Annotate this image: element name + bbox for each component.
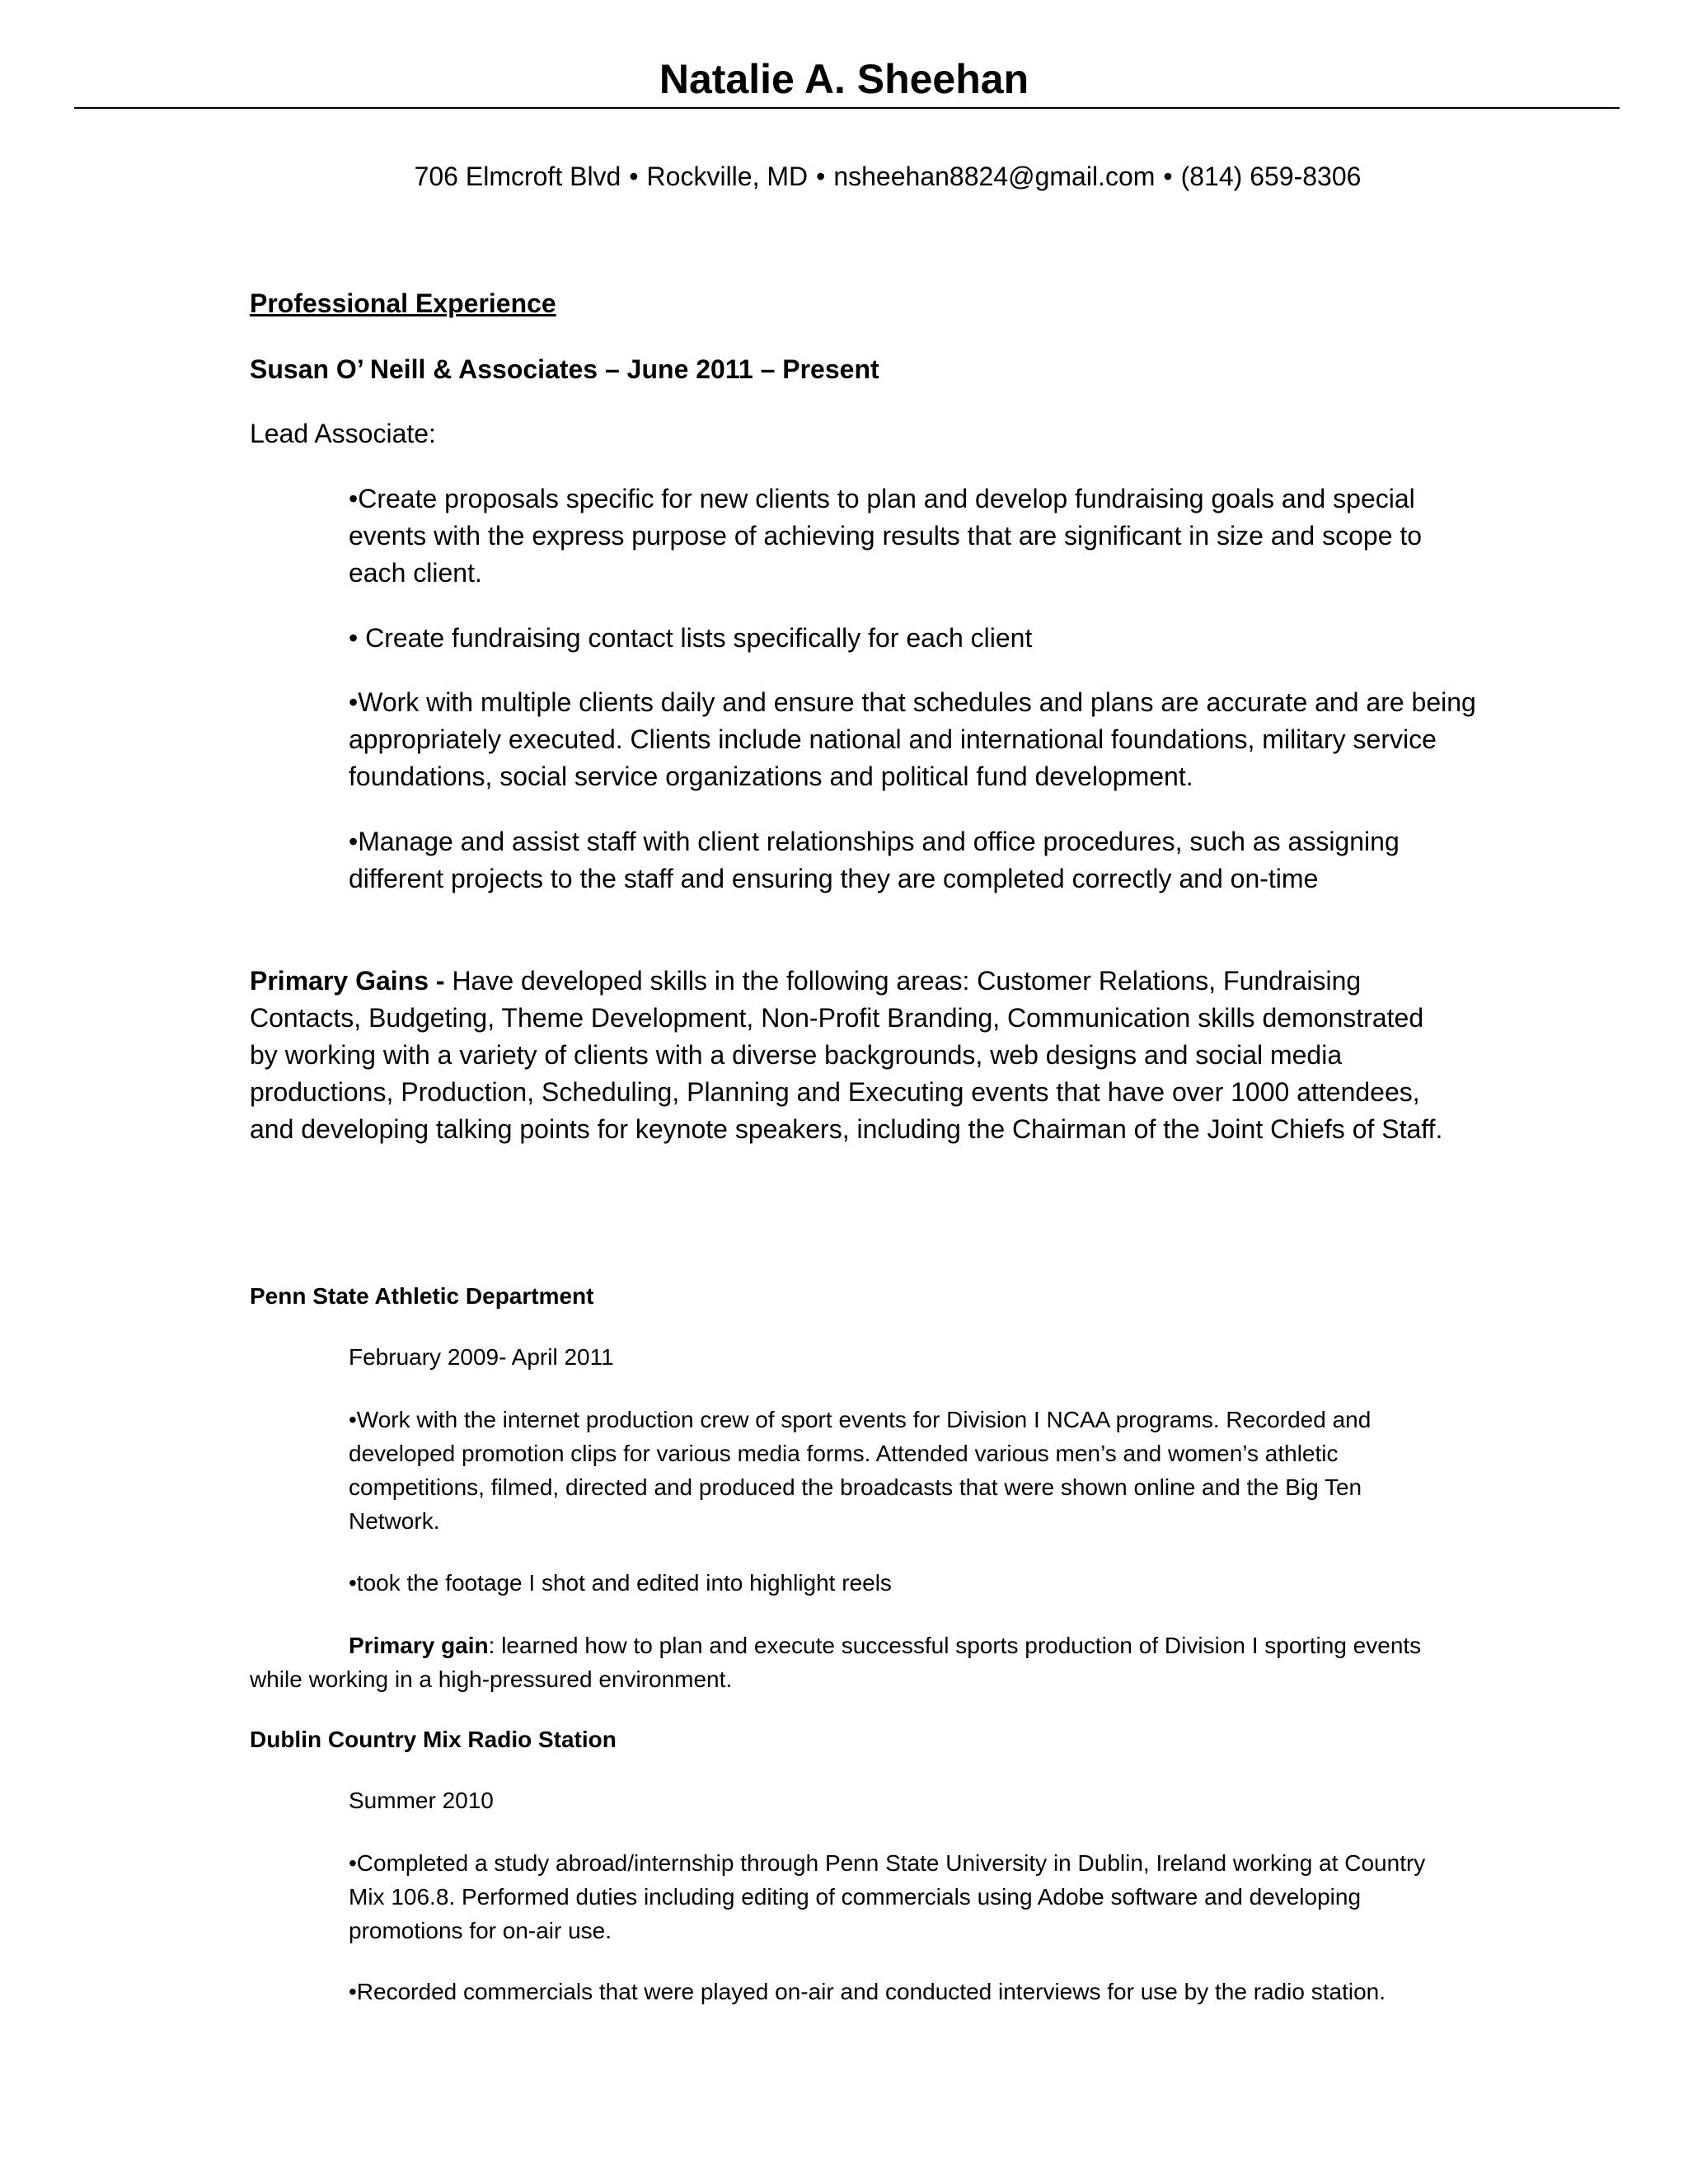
job2-dates: February 2009- April 2011 [349,1344,614,1370]
job1-primary-gains [250,963,1453,1148]
job1-bullet-1: •Create proposals specific for new clients to plan and develop fundraising goals and special events with the express purpose of achieving results that are significant in size and scope to each client. [349,484,1423,588]
primary-gains-text: Have developed skills in the following areas: Customer Relations, Fundraising Contacts, Budgeting, Theme Development, Non-Profit Branding, Communication skills demonstrated by working with a variety of clients with a diverse backgrounds, web designs and social media productions, Production, Scheduling, Planning and Executing events that have over 1000 attendees, and developing talking points for keynote speakers, including the Chairman of the Joint Chiefs of Staff. [250,966,1443,1144]
contact-separator: • [629,162,639,191]
contact-line [0,160,1688,193]
job3-dates: Summer 2010 [349,1788,494,1813]
contact-separator: • [816,162,826,191]
primary-gain-label: Primary gain [349,1633,489,1658]
header-rule [74,107,1620,109]
section-title-experience: Professional Experience [250,288,556,318]
job-heading-susan-oneill: Susan O’ Neill & Associates – June 2011 – Present [250,354,879,384]
job-role: Lead Associate: [250,419,436,448]
job1-bullet-4: •Manage and assist staff with client relationships and office procedures, such as assigning different projects to the staff and ensuring they are completed correctly and on-time [349,827,1400,893]
contact-address: 706 Elmcroft Blvd [414,162,621,191]
job2-primary-gain [250,1629,1453,1696]
job-heading-penn-state: Penn State Athletic Department [250,1283,594,1309]
contact-city: Rockville, MD [646,162,809,191]
job3-bullet-1: •Completed a study abroad/internship through Penn State University in Dublin, Ireland working at Country Mix 106.8. Performed duties including editing of commercials using Adobe software and developing promotions for on-air use. [349,1850,1426,1943]
job2-bullet-1: •Work with the internet production crew of sport events for Division I NCAA programs. Recorded and developed promotion clips for various media forms. Attended various men’s and women’s athletic competitions, filmed, directed and produced the broadcasts that were shown online and the Big Ten Network. [349,1407,1372,1534]
job3-bullet-2: •Recorded commercials that were played on-air and conducted interviews for use by the radio station. [349,1979,1386,2004]
resume-name: Natalie A. Sheehan [659,56,1029,102]
contact-email: nsheehan8824@gmail.com [833,162,1156,191]
job1-bullet-3: •Work with multiple clients daily and ensure that schedules and plans are accurate and are being appropriately executed. Clients include national and international foundations, military service foundations, social service organizations and political fund development. [349,687,1476,791]
primary-gain-text: : learned how to plan and execute successful sports production of Division I sporting events while working in a high-pressured environment. [250,1633,1422,1692]
job-heading-dublin: Dublin Country Mix Radio Station [250,1727,617,1752]
primary-gains-label: Primary Gains - [250,966,445,996]
job1-bullet-2: • Create fundraising contact lists specifically for each client [349,623,1033,653]
contact-phone: (814) 659-8306 [1180,162,1362,191]
contact-separator: • [1163,162,1173,191]
job2-bullet-2: •took the footage I shot and edited into highlight reels [349,1570,892,1596]
